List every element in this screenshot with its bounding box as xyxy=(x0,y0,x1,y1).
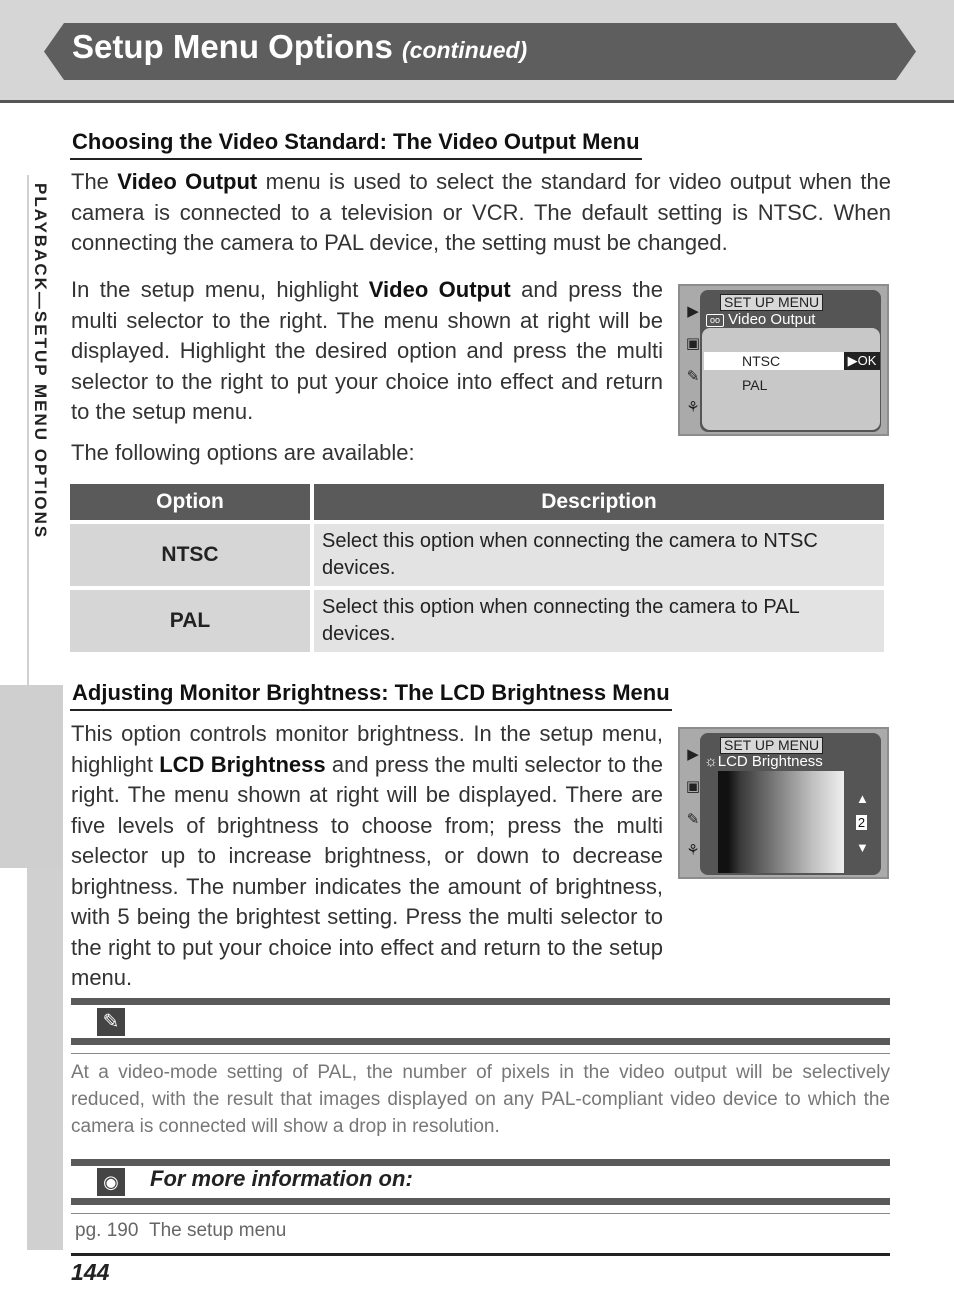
pencil-note-icon: ✎ xyxy=(97,1008,125,1036)
table-cell-description: Select this option when connecting the camera to NTSC devices. xyxy=(314,524,884,586)
wrench-icon: ⚘ xyxy=(686,842,700,859)
text-run: and press the multi selector to the right. The menu shown at right will be displayed. Highlight the desired option and press the multi selector to the right to put your choice into effect and return to the setup menu. xyxy=(71,277,663,424)
play-icon: ▶ xyxy=(687,746,699,763)
screen-title xyxy=(706,311,815,328)
table-header-row xyxy=(70,484,884,520)
note-rule xyxy=(71,1053,890,1054)
video-instructions-paragraph xyxy=(71,275,663,428)
lcd-paragraph-wrapped xyxy=(71,719,663,994)
text-bold: Video Output xyxy=(368,277,511,302)
play-icon: ▶ xyxy=(687,303,699,320)
text-run: and press the multi selector to the right. The menu shown at right will be displayed. There are five levels of brightness to choose from; press the multi selector up to increase brightness, or down to decrease brightness. The number indicates the amount of brightness, with 5 being the brightest setting. Press the multi selector to the right to put your choice into effect and return to the setup menu. xyxy=(71,751,663,990)
info-mid-bar xyxy=(71,1198,890,1205)
text-run: This option controls monitor brightness. In the setup menu, highlight xyxy=(71,721,663,777)
screen-title xyxy=(704,753,823,770)
screen-title-text: LCD Brightness xyxy=(717,753,823,770)
brightness-icon: ☼ xyxy=(704,753,718,770)
section-heading-video-text: Choosing the Video Standard: The Video Output Menu xyxy=(72,129,640,154)
table-row xyxy=(70,524,884,586)
pencil-icon: ✎ xyxy=(686,368,700,385)
video-intro-paragraph xyxy=(71,167,891,259)
setup-menu-tag: SET UP MENU xyxy=(720,294,823,311)
info-ref-text: The setup menu xyxy=(148,1220,287,1241)
wrench-icon: ⚘ xyxy=(686,399,700,416)
decrease-arrow-icon[interactable]: ▼ xyxy=(856,840,869,855)
menu-option-pal[interactable]: PAL xyxy=(742,377,768,393)
text-run: The xyxy=(71,169,118,194)
camera-icon: ▣ xyxy=(685,778,701,795)
menu-option-label: NTSC xyxy=(742,353,781,369)
page-title-main: Setup Menu Options xyxy=(72,28,393,65)
info-rule xyxy=(71,1213,890,1214)
footer-rule xyxy=(71,1253,890,1256)
side-strip-marker xyxy=(0,685,63,868)
ok-label: OK xyxy=(857,353,877,368)
info-top-bar xyxy=(71,1159,890,1166)
eye-icon: ◉ xyxy=(97,1168,125,1196)
info-ref-page: pg. 190 xyxy=(75,1220,139,1241)
text-run: menu is used to select the standard for video output when the camera is connected to a television or VCR. The default setting is NTSC. When connecting the camera to PAL device, the setting must be changed. xyxy=(71,169,892,255)
table-cell-option: PAL xyxy=(70,590,310,652)
options-table xyxy=(66,480,888,656)
table-row xyxy=(70,590,884,652)
table-header-option: Option xyxy=(70,484,310,520)
increase-arrow-icon[interactable]: ▲ xyxy=(856,791,869,806)
page-number: 144 xyxy=(71,1259,110,1285)
text-run: In the setup menu, highlight xyxy=(71,277,369,302)
info-reference[interactable] xyxy=(75,1220,286,1242)
note-text: At a video-mode setting of PAL, the number of pixels in the video output will be selectively reduced, with the result that images displayed on any PAL-compliant video device to which the camera is connected will show a drop in resolution. xyxy=(71,1062,890,1137)
section-heading-video xyxy=(70,128,642,160)
brightness-value: 2 xyxy=(857,815,866,830)
brightness-gradient xyxy=(718,771,844,873)
table-cell-option: NTSC xyxy=(70,524,310,586)
section-heading-lcd xyxy=(70,679,672,711)
text-bold: LCD Brightness xyxy=(159,751,326,777)
setup-menu-tag: SET UP MENU xyxy=(720,737,823,754)
table-cell-description: Select this option when connecting the camera to PAL devices. xyxy=(314,590,884,652)
camera-icon: ▣ xyxy=(685,335,701,352)
video-output-screen xyxy=(678,284,889,436)
page-title xyxy=(72,28,527,66)
ok-indicator: ▶OK xyxy=(844,352,880,370)
screen-title-text: Video Output xyxy=(728,311,816,328)
note-top-bar xyxy=(71,998,890,1005)
pencil-icon: ✎ xyxy=(686,811,700,828)
lcd-brightness-screen xyxy=(678,727,889,879)
text-bold: Video Output xyxy=(117,169,258,194)
page-title-suffix: (continued) xyxy=(402,37,528,63)
video-tape-icon: oo xyxy=(706,314,724,327)
more-info-heading: For more information on: xyxy=(150,1166,413,1191)
note-mid-bar xyxy=(71,1038,890,1045)
options-available-text: The following options are available: xyxy=(71,440,415,465)
table-header-description: Description xyxy=(314,484,884,520)
menu-option-ntsc[interactable] xyxy=(704,352,880,370)
section-heading-lcd-text: Adjusting Monitor Brightness: The LCD Brightness Menu xyxy=(72,680,670,705)
menu-panel xyxy=(702,328,880,430)
side-tab-label: PLAYBACK—SETUP MENU OPTIONS xyxy=(31,183,50,540)
